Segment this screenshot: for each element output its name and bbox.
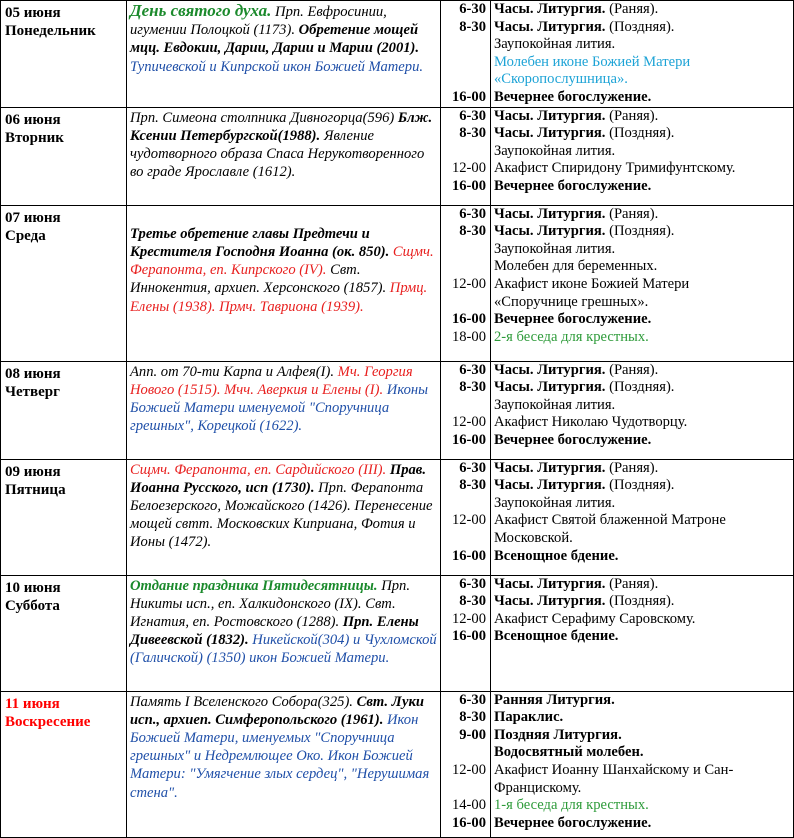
- services-cell: [491, 575, 794, 691]
- service-text: Заупокойная лития.: [494, 494, 616, 511]
- service-line: [494, 797, 793, 815]
- service-line: [494, 815, 793, 833]
- day-date: 08 июня: [5, 365, 61, 382]
- service-line: [494, 258, 793, 276]
- service-text: Поздняя Литургия.: [494, 726, 622, 743]
- service-text: «Скоропослушница».: [494, 71, 628, 88]
- service-time: 16-00: [451, 88, 486, 105]
- saint-commemoration: Отдание праздника Пятидесятницы.: [130, 577, 378, 594]
- service-text: Заупокойная лития.: [494, 142, 616, 159]
- service-text: Часы. Литургия.: [494, 205, 606, 222]
- service-time: 16-00: [451, 177, 486, 194]
- service-time: 12-00: [451, 761, 486, 778]
- service-line: [494, 311, 793, 329]
- service-text: Часы. Литургия.: [494, 107, 606, 124]
- service-line: [494, 1, 793, 19]
- service-text: 1-я беседа для крестных.: [494, 797, 649, 814]
- service-line: [494, 276, 793, 294]
- service-time: 8-30: [459, 709, 486, 726]
- service-line: [494, 460, 793, 478]
- times-cell: [441, 1, 491, 108]
- saint-commemoration: Свт. Луки исп., архиеп. Симферопольского (1961).: [130, 693, 424, 728]
- service-line: [494, 178, 793, 196]
- service-text: (Раняя).: [605, 575, 659, 592]
- day-date: 07 июня: [5, 209, 61, 226]
- times-cell: [441, 459, 491, 575]
- times-cell: [441, 107, 491, 205]
- saint-commemoration: Обретение мощей мцц. Евдокии, Дарии, Дарии и Марии (2001).: [130, 22, 420, 57]
- service-line: [494, 432, 793, 450]
- services-cell: [491, 459, 794, 575]
- service-line: [494, 89, 793, 107]
- service-text: Часы. Литургия.: [494, 1, 606, 17]
- service-time: 12-00: [451, 610, 486, 627]
- saint-commemoration: Третье обретение главы Предтечи и Крестителя Господня Иоанна (ок. 850).: [130, 225, 390, 260]
- saint-commemoration: Прп. Симеона столпника Дивногорца(596): [130, 109, 398, 126]
- day-weekday: Понедельник: [5, 23, 96, 39]
- saints-cell: [127, 1, 441, 108]
- day-row: [1, 575, 794, 691]
- service-line: [494, 397, 793, 415]
- service-time: 8-30: [459, 477, 486, 494]
- service-line: [494, 709, 793, 727]
- service-time: 16-00: [451, 628, 486, 645]
- service-line: [494, 477, 793, 495]
- day-row: [1, 107, 794, 205]
- service-text: Часы. Литургия.: [494, 361, 606, 378]
- saint-commemoration: Сщмч. Ферапонта, еп. Кипрского (IV).: [130, 243, 434, 279]
- service-time: [441, 54, 486, 72]
- service-line: [494, 206, 793, 224]
- saint-commemoration: Явление чудотворного образа Спаса Нерукотворенного во граде Ярославле (1612).: [130, 127, 425, 181]
- service-line: [494, 780, 793, 798]
- service-text: Параклис.: [494, 709, 564, 726]
- service-line: [494, 36, 793, 54]
- service-time: [441, 744, 486, 762]
- date-cell: [1, 361, 127, 459]
- times-cell: [441, 575, 491, 691]
- saint-commemoration: Память I Вселенского Собора(325).: [130, 693, 353, 710]
- service-time: 6-30: [459, 575, 486, 592]
- saints-cell: [127, 575, 441, 691]
- service-time: [441, 36, 486, 54]
- saint-commemoration: Блж. Ксении Петербургской(1988).: [130, 109, 433, 144]
- saint-commemoration: Икон Божией Матери, именуемых "Споручница грешных" и Недремлющее Око. Икон Божией Матери: "Умягчение злых сердец", "Нерушимая стена".: [130, 711, 430, 801]
- service-time: 16-00: [451, 547, 486, 564]
- day-row: [1, 205, 794, 361]
- day-date: 09 июня: [5, 463, 61, 480]
- saint-commemoration: День святого духа.: [130, 1, 272, 20]
- service-text: Вечернее богослужение.: [494, 177, 652, 194]
- service-text: Молебен иконе Божией Матери: [494, 53, 691, 70]
- service-text: Часы. Литургия.: [494, 379, 606, 396]
- service-time: [441, 294, 486, 312]
- service-time: [441, 241, 486, 259]
- service-line: [494, 414, 793, 432]
- service-time: 8-30: [459, 223, 486, 240]
- service-text: (Поздняя).: [605, 379, 675, 396]
- service-text: Францискому.: [494, 779, 582, 796]
- service-text: Вечернее богослужение.: [494, 311, 652, 328]
- service-line: [494, 19, 793, 37]
- service-line: [494, 576, 793, 594]
- service-line: [494, 379, 793, 397]
- service-text: (Раняя).: [605, 107, 659, 124]
- service-time: 16-00: [451, 814, 486, 831]
- service-text: (Поздняя).: [605, 477, 675, 494]
- service-text: Вечернее богослужение.: [494, 431, 652, 448]
- service-text: (Раняя).: [605, 1, 659, 17]
- service-text: Акафист Святой блаженной Матроне: [494, 512, 726, 529]
- service-text: Акафист иконе Божией Матери: [494, 275, 690, 292]
- service-text: (Поздняя).: [605, 593, 675, 610]
- date-cell: [1, 205, 127, 361]
- service-text: Московской.: [494, 529, 573, 546]
- service-text: Акафист Иоанну Шанхайскому и Сан-: [494, 761, 734, 778]
- date-cell: [1, 575, 127, 691]
- services-cell: [491, 107, 794, 205]
- saints-cell: [127, 691, 441, 837]
- day-weekday: Суббота: [5, 597, 60, 614]
- services-cell: [491, 361, 794, 459]
- service-text: (Раняя).: [605, 459, 659, 476]
- day-row: [1, 1, 794, 108]
- service-time: 6-30: [459, 459, 486, 476]
- service-line: [494, 762, 793, 780]
- service-text: Заупокойная лития.: [494, 36, 616, 53]
- times-cell: [441, 205, 491, 361]
- service-line: [494, 628, 793, 646]
- service-text: Часы. Литургия.: [494, 593, 606, 610]
- saints-cell: [127, 205, 441, 361]
- service-time: [441, 530, 486, 548]
- date-cell: [1, 459, 127, 575]
- service-time: 6-30: [459, 107, 486, 124]
- service-line: [494, 223, 793, 241]
- service-line: [494, 530, 793, 548]
- saint-commemoration: Прп. Никиты исп., еп. Халкидонского (IX). Свт. Игнатия, еп. Ростовского (1288).: [130, 577, 410, 630]
- service-line: [494, 143, 793, 161]
- day-date: 06 июня: [5, 111, 61, 128]
- service-time: 8-30: [459, 593, 486, 610]
- saint-commemoration: Сщмч. Ферапонта, еп. Сардийского (III).: [130, 461, 387, 478]
- saints-cell: [127, 459, 441, 575]
- service-time: 6-30: [459, 205, 486, 222]
- service-text: Молебен для беременных.: [494, 258, 658, 275]
- service-text: Заупокойная лития.: [494, 396, 616, 413]
- services-cell: [491, 205, 794, 361]
- service-time: 6-30: [459, 361, 486, 378]
- saint-commemoration: Апп. от 70-ти Карпа и Алфея(I).: [130, 363, 335, 380]
- service-line: [494, 727, 793, 745]
- service-text: Акафист Николаю Чудотворцу.: [494, 414, 688, 431]
- service-time: 18-00: [451, 328, 486, 345]
- service-text: Часы. Литургия.: [494, 459, 606, 476]
- times-cell: [441, 361, 491, 459]
- service-text: Часы. Литургия.: [494, 223, 606, 240]
- day-date: 11 июня: [5, 695, 60, 712]
- service-text: Часы. Литургия.: [494, 575, 606, 592]
- service-line: [494, 512, 793, 530]
- services-cell: [491, 691, 794, 837]
- service-text: Заупокойная лития.: [494, 240, 616, 257]
- service-time: 8-30: [459, 125, 486, 142]
- saint-commemoration: Тупичевской и Кипрской икон Божией Матери.: [130, 58, 424, 75]
- service-time: 16-00: [451, 311, 486, 328]
- service-time: [441, 258, 486, 276]
- service-time: 12-00: [451, 414, 486, 431]
- saints-cell: [127, 107, 441, 205]
- service-text: 2-я беседа для крестных.: [494, 328, 649, 345]
- service-line: [494, 692, 793, 710]
- service-time: 6-30: [459, 1, 486, 17]
- service-text: (Поздняя).: [605, 125, 675, 142]
- service-line: [494, 160, 793, 178]
- day-weekday: Пятница: [5, 481, 66, 498]
- service-time: 12-00: [451, 275, 486, 292]
- service-text: Часы. Литургия.: [494, 125, 606, 142]
- service-line: [494, 54, 793, 72]
- saint-commemoration: Прмц. Елены (1938).: [130, 280, 428, 315]
- day-weekday: Четверг: [5, 383, 60, 400]
- saint-commemoration: Прп. Ферапонта Белоезерского, Можайского (1426). Перенесение мощей свтт. Московских Киприана, Фотия и Ионы (1472).: [130, 479, 433, 551]
- service-text: (Поздняя).: [605, 18, 675, 35]
- saint-commemoration: Прмч. Тавриона (1939).: [215, 298, 364, 315]
- service-line: [494, 108, 793, 126]
- day-weekday: Вторник: [5, 129, 64, 146]
- day-row: [1, 459, 794, 575]
- service-line: [494, 329, 793, 347]
- service-time: 12-00: [451, 160, 486, 177]
- date-cell: [1, 107, 127, 205]
- saint-commemoration: Мч. Георгия Нового (1515). Мчч. Аверкия и Елены (I).: [130, 363, 413, 398]
- service-text: Акафист Спиридону Тримифунтскому.: [494, 160, 736, 177]
- service-time: [441, 71, 486, 89]
- service-text: Водосвятный молебен.: [494, 744, 644, 761]
- saint-commemoration: Никейской(304) и Чухломской (Галичской) (1350) икон Божией Матери.: [130, 632, 437, 667]
- saint-commemoration: Прп. Елены Дивеевской (1832).: [130, 613, 419, 649]
- service-time: 8-30: [459, 379, 486, 396]
- services-cell: [491, 1, 794, 108]
- service-time: 14-00: [451, 797, 486, 814]
- times-cell: [441, 691, 491, 837]
- service-line: [494, 362, 793, 380]
- day-weekday: Воскресение: [5, 713, 91, 730]
- service-text: (Раняя).: [605, 205, 659, 222]
- service-time: [441, 143, 486, 161]
- service-line: [494, 548, 793, 566]
- saint-commemoration: Прп. Евфросинии, игумении Полоцкой (1173).: [130, 4, 387, 39]
- day-date: 10 июня: [5, 579, 61, 596]
- service-time: [441, 397, 486, 415]
- saint-commemoration: [130, 207, 437, 225]
- service-time: 9-00: [459, 726, 486, 743]
- service-text: (Раняя).: [605, 361, 659, 378]
- service-line: [494, 241, 793, 259]
- service-line: [494, 593, 793, 611]
- date-cell: [1, 691, 127, 837]
- service-line: [494, 125, 793, 143]
- service-text: (Поздняя).: [605, 223, 675, 240]
- saints-cell: [127, 361, 441, 459]
- service-text: Вечернее богослужение.: [494, 814, 652, 831]
- service-time: 8-30: [459, 18, 486, 35]
- service-text: Часы. Литургия.: [494, 18, 606, 35]
- saint-commemoration: Иконы Божией Матери именуемой "Споручница грешных", Корецкой (1622).: [130, 381, 429, 435]
- service-text: Ранняя Литургия.: [494, 691, 615, 708]
- service-line: [494, 744, 793, 762]
- service-text: «Споручнице грешных».: [494, 293, 649, 310]
- service-time: 16-00: [451, 431, 486, 448]
- service-line: [494, 294, 793, 312]
- saint-commemoration: Свт. Иннокентия, архиеп. Херсонского (1857).: [130, 262, 387, 297]
- service-line: [494, 495, 793, 513]
- day-date: 05 июня: [5, 5, 61, 21]
- day-row: [1, 691, 794, 837]
- service-text: Акафист Серафиму Саровскому.: [494, 610, 696, 627]
- date-cell: [1, 1, 127, 108]
- service-text: Всенощное бдение.: [494, 628, 619, 645]
- day-row: [1, 361, 794, 459]
- day-weekday: Среда: [5, 227, 46, 244]
- service-text: Часы. Литургия.: [494, 477, 606, 494]
- service-text: Вечернее богослужение.: [494, 88, 652, 105]
- service-time: 6-30: [459, 691, 486, 708]
- service-time: 12-00: [451, 512, 486, 529]
- service-line: [494, 611, 793, 629]
- service-text: Всенощное бдение.: [494, 547, 619, 564]
- service-time: [441, 495, 486, 513]
- service-time: [441, 780, 486, 798]
- service-line: [494, 71, 793, 89]
- saint-commemoration: Прав. Иоанна Русского, исп (1730).: [130, 461, 426, 496]
